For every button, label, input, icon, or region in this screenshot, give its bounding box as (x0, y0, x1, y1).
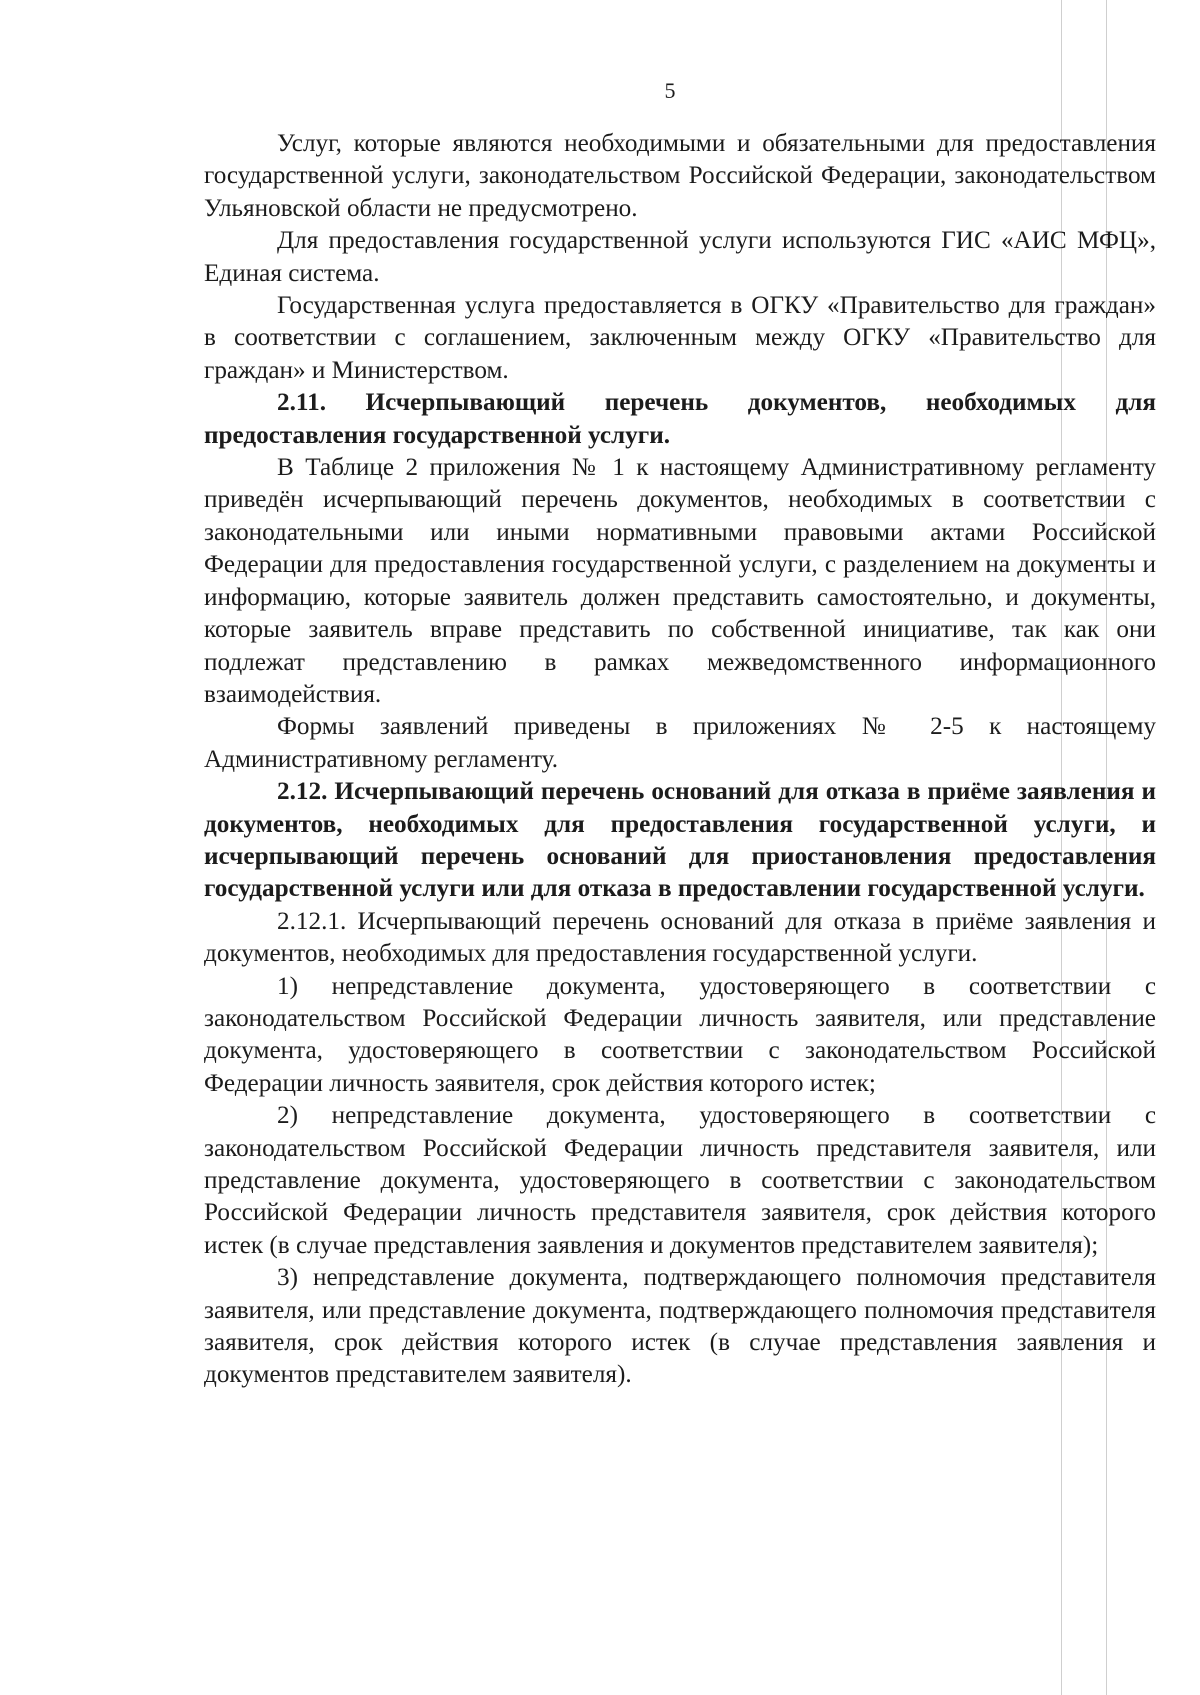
page-number: 5 (664, 78, 676, 103)
document-body (204, 128, 1156, 1392)
paragraph-services-not-required: Услуг, которые являются необходимыми и обязательными для предоставления государственной услуги, законодательством Российской Федерации, законодательством Ульяновской области не предусмотрено. (204, 130, 1156, 222)
list-item-1: 1) непредставление документа, удостоверяющего в соответствии с законодательством Российской Федерации личность заявителя, или представление документа, удостоверяющего в соответствии с законодательством Российской Федерации личность заявителя, срок действия которого истек; (204, 972, 1156, 1097)
paragraph-service-provider: Государственная услуга предоставляется в ОГКУ «Правительство для граждан» в соответствии с соглашением, заключенным между ОГКУ «Правительство для граждан» и Министерством. (204, 292, 1156, 384)
section-heading-2-11: 2.11. Исчерпывающий перечень документов, необходимых для предоставления государственной услуги. (204, 389, 1156, 449)
subsection-2-12-1: 2.12.1. Исчерпывающий перечень оснований для отказа в приёме заявления и документов, необходимых для предоставления государственной услуги. (204, 907, 1156, 968)
paragraph-information-systems: Для предоставления государственной услуги используются ГИС «АИС МФЦ», Единая система. (204, 227, 1156, 287)
section-heading-2-12: 2.12. Исчерпывающий перечень оснований для отказа в приёме заявления и документов, необходимых для предоставления государственной услуги, и исчерпывающий перечень оснований для приостановления предоставления государственной услуги или для отказа в предоставлении государственной услуги. (204, 778, 1156, 903)
list-item-2: 2) непредставление документа, удостоверяющего в соответствии с законодательством Российской Федерации личность представителя заявителя, или представление документа, удостоверяющего в соответствии с законодательством Российской Федерации личность представителя заявителя, срок действия которого истек (в случае представления заявления и документов представителем заявителя); (204, 1102, 1156, 1259)
paragraph-documents-list: В Таблице 2 приложения № 1 к настоящему Административному регламенту приведён исчерпывающий перечень документов, необходимых в соответствии с законодательными или иными нормативными правовыми актами Российской Федерации для предоставления государственной услуги, с разделением на документы и информацию, которые заявитель должен представить самостоятельно, и документы, которые заявитель вправе представить по собственной инициативе, так как они подлежат представлению в рамках межведомственного информационного взаимодействия. (204, 454, 1156, 708)
list-item-3: 3) непредставление документа, подтверждающего полномочия представителя заявителя, или представление документа, подтверждающего полномочия представителя заявителя, срок действия которого истек (в случае представления заявления и документов представителем заявителя). (204, 1264, 1156, 1389)
paragraph-application-forms: Формы заявлений приведены в приложениях № 2-5 к настоящему Административному регламенту. (204, 713, 1156, 773)
